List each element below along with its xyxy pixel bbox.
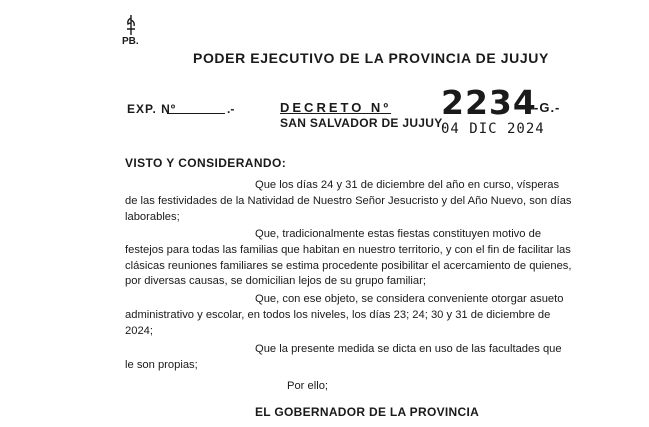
paragraph-2 [125, 227, 572, 290]
paragraph-line: le son propias; [125, 358, 198, 371]
date-stamp: 04 DIC 2024 [441, 121, 545, 137]
expediente-dash: .- [227, 102, 235, 116]
paragraph-line: Que, tradicionalmente estas fiestas constituyen motivo de [255, 228, 542, 240]
city-label: SAN SALVADOR DE JUJUY, [280, 116, 445, 130]
paragraph-line: festejos para todas las familias que habitan en nuestro territorio, y con el fin de facilitar las [125, 243, 571, 256]
paragraph-line: 2024; [125, 324, 153, 337]
closing-phrase: Por ello; [287, 380, 329, 392]
paragraph-line: laborables; [125, 210, 180, 223]
paragraph-1 [125, 178, 572, 225]
section-heading: VISTO Y CONSIDERANDO: [125, 156, 287, 170]
paragraph-line: por diversas causas, se domicilian lejos de su grupo familiar; [125, 275, 426, 288]
paragraph-4 [125, 342, 568, 374]
paragraph-3 [125, 292, 568, 339]
decree-number: 2234 [441, 83, 537, 122]
paragraph-line: Que, con ese objeto, se considera conveniente otorgar asueto [255, 293, 564, 305]
document-title: PODER EJECUTIVO DE LA PROVINCIA DE JUJUY [193, 50, 549, 66]
paragraph-line: Que la presente medida se dicta en uso de las facultades que [255, 343, 562, 355]
expediente-blank-line [167, 113, 225, 114]
decreto-label: DECRETO Nº [280, 100, 392, 115]
paragraph-line: Que los días 24 y 31 de diciembre del año en curso, vísperas [255, 179, 560, 191]
paragraph-line: administrativo y escolar, en todos los niveles, los días 23; 24; 30 y 31 de diciembre de [125, 308, 551, 321]
emblem-icon [124, 14, 138, 36]
official-logo [118, 14, 158, 50]
paragraph-line: de las festividades de la Natividad de Nuestro Señor Jesucristo y del Año Nuevo, son días [125, 194, 572, 207]
decree-number-suffix: -G.- [534, 100, 561, 115]
expediente-label: EXP. Nº [127, 102, 177, 116]
signatory-title: EL GOBERNADOR DE LA PROVINCIA [255, 405, 480, 419]
logo-text: PB. [122, 36, 139, 47]
paragraph-line: clásicas reuniones familiares se estima procedente posibilitar el acercamiento de quienes, [125, 259, 572, 272]
